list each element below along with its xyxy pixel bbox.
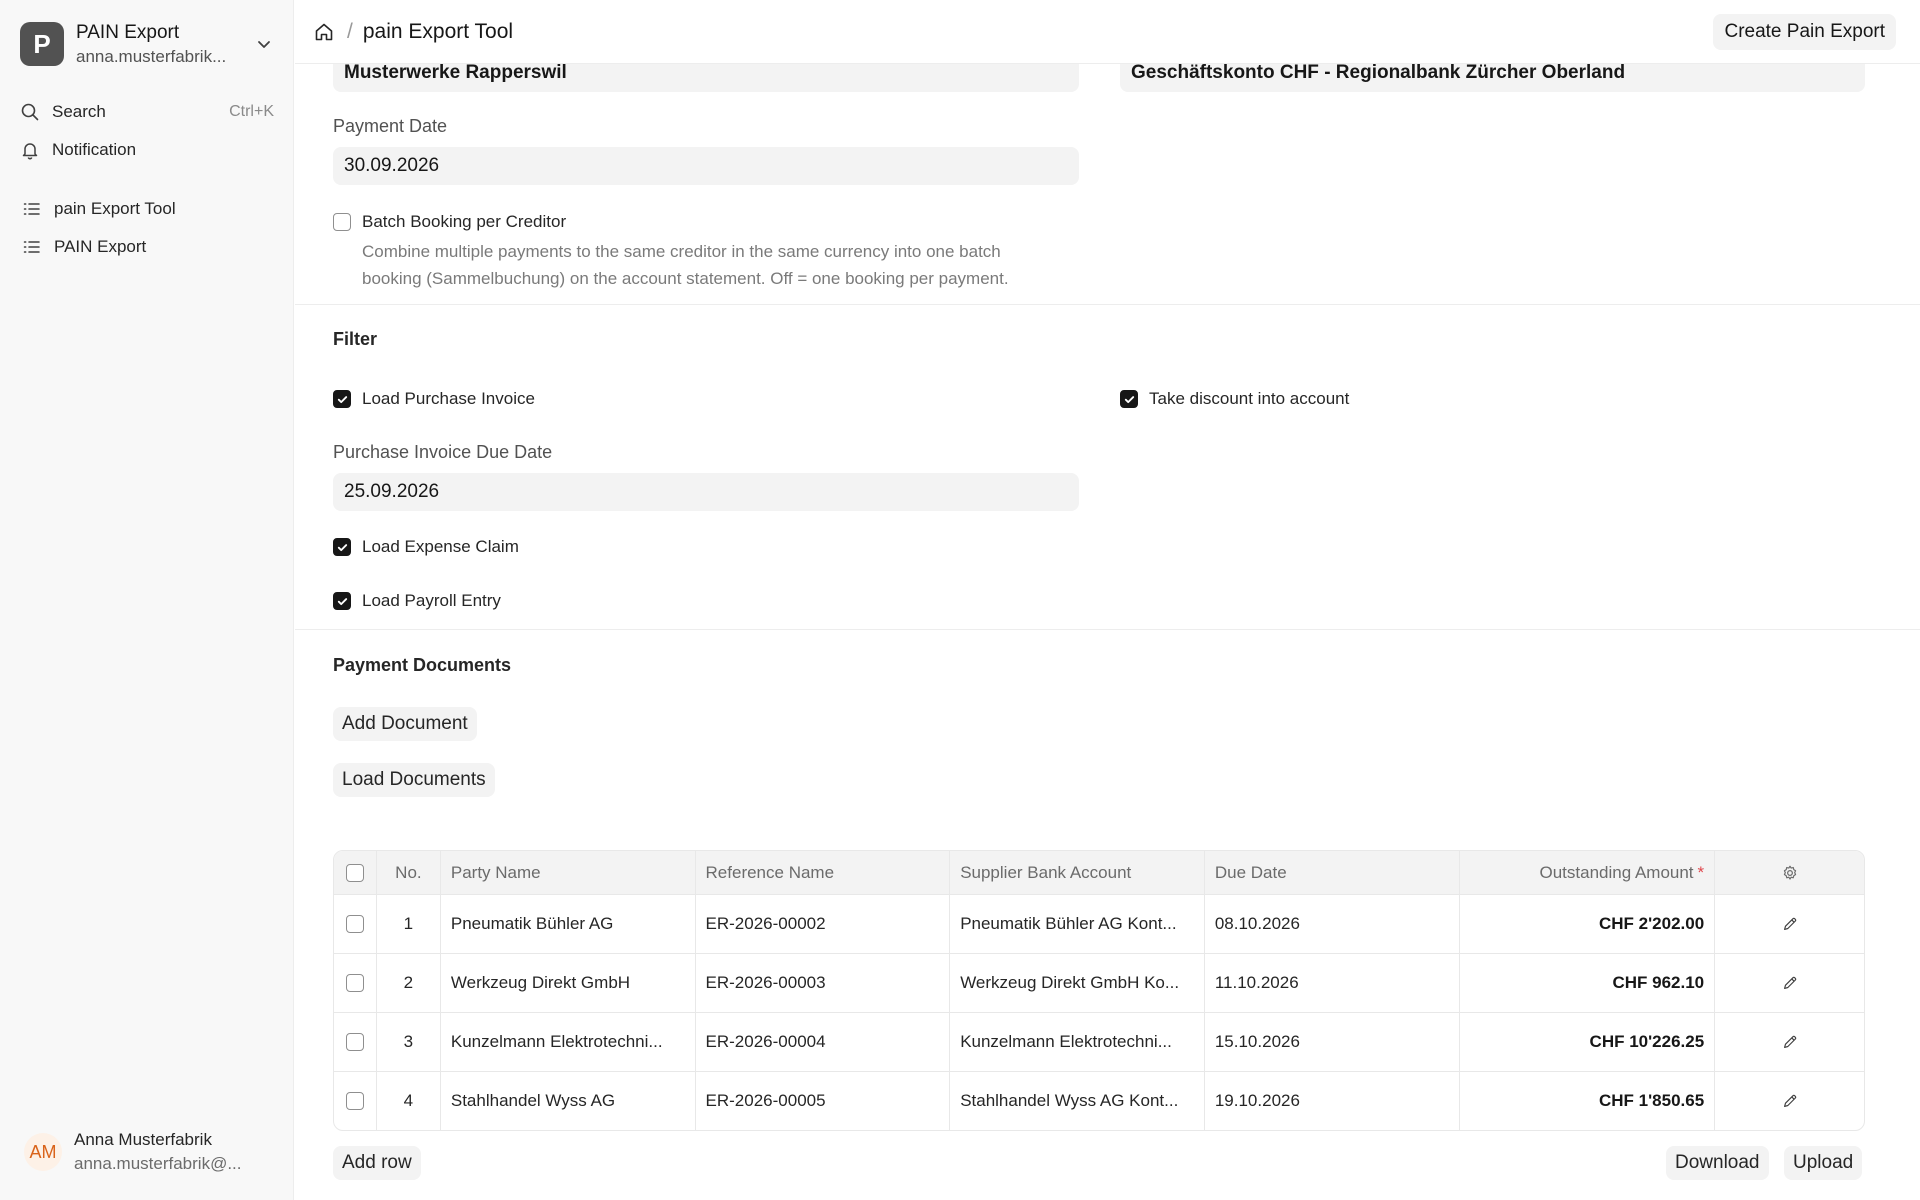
load-purchase-invoice-row[interactable] [333,389,535,409]
bank-cell[interactable]: Pneumatik Bühler AG Kont... [949,895,1204,953]
table-row[interactable] [334,1071,1864,1130]
load-purchase-invoice-checkbox[interactable] [333,390,351,408]
reference-cell[interactable]: ER-2026-00002 [695,895,950,953]
row-number: 1 [376,895,440,953]
sidebar [0,0,294,1200]
pencil-icon[interactable] [1781,1092,1799,1110]
filter-section-title: Filter [333,329,378,349]
sidebar-item-label: pain Export Tool [54,199,176,218]
party-cell[interactable]: Pneumatik Bühler AG [440,895,695,953]
column-header-reference: Reference Name [695,851,950,894]
check-icon [1123,393,1136,406]
pi-due-date-field[interactable]: 25.09.2026 [333,473,1079,511]
due-date-cell[interactable]: 08.10.2026 [1204,895,1459,953]
reference-cell[interactable]: ER-2026-00005 [695,1072,950,1130]
party-cell[interactable]: Kunzelmann Elektrotechni... [440,1013,695,1071]
table-row[interactable] [334,1012,1864,1071]
amount-cell[interactable] [1459,1013,1715,1071]
search-icon [20,102,40,122]
payment-date-field[interactable]: 30.09.2026 [333,147,1079,185]
user-menu[interactable] [24,1124,274,1180]
user-name: Anna Musterfabrik [74,1130,212,1149]
load-payroll-entry-row[interactable] [333,591,501,611]
row-number: 3 [376,1013,440,1071]
table-row[interactable] [334,953,1864,1012]
pencil-icon[interactable] [1781,1033,1799,1051]
due-date-cell[interactable]: 11.10.2026 [1204,954,1459,1012]
batch-booking-checkbox-row[interactable] [333,212,566,232]
load-purchase-invoice-label: Load Purchase Invoice [362,389,535,408]
amount-value: CHF 962.10 [1612,973,1705,992]
load-expense-claim-checkbox[interactable] [333,538,351,556]
list-icon [22,237,42,257]
section-divider [295,629,1920,630]
upload-button[interactable]: Upload [1784,1146,1862,1180]
select-all-checkbox[interactable] [346,864,364,882]
workspace-logo: P [20,22,64,66]
bank-cell[interactable]: Kunzelmann Elektrotechni... [949,1013,1204,1071]
pencil-icon[interactable] [1781,974,1799,992]
user-email: anna.musterfabrik@... [74,1154,242,1173]
take-discount-label: Take discount into account [1149,389,1350,408]
add-document-button[interactable]: Add Document [333,707,477,741]
amount-cell[interactable] [1459,895,1715,953]
amount-value: CHF 10'226.25 [1589,1032,1705,1051]
amount-value: CHF 2'202.00 [1599,914,1705,933]
bank-account-field[interactable]: Geschäftskonto CHF - Regionalbank Zürcher Oberland [1120,64,1865,92]
sidebar-item-pain-export[interactable] [22,231,276,263]
load-expense-claim-row[interactable] [333,537,519,557]
column-header-amount [1459,851,1715,894]
batch-booking-checkbox[interactable] [333,213,351,231]
row-number: 4 [376,1072,440,1130]
reference-cell[interactable]: ER-2026-00004 [695,1013,950,1071]
column-header-bank: Supplier Bank Account [949,851,1204,894]
pencil-icon[interactable] [1781,915,1799,933]
batch-booking-description [362,238,1009,292]
breadcrumb [313,20,513,44]
workspace-subtitle: anna.musterfabrik... [76,46,227,66]
batch-booking-label: Batch Booking per Creditor [362,212,567,231]
row-edit-cell [1714,895,1864,953]
take-discount-checkbox[interactable] [1120,390,1138,408]
sidebar-item-label: PAIN Export [54,237,147,256]
row-edit-cell [1714,1013,1864,1071]
pi-due-date-label: Purchase Invoice Due Date [333,442,553,462]
reference-cell[interactable]: ER-2026-00003 [695,954,950,1012]
row-select-cell [334,954,376,1012]
row-checkbox[interactable] [346,915,364,933]
take-discount-row[interactable] [1120,389,1349,409]
required-mark: * [1697,862,1705,882]
load-documents-button[interactable]: Load Documents [333,763,495,797]
chevron-down-icon [254,34,274,54]
sidebar-item-pain-export-tool[interactable] [22,193,276,225]
workspace-switcher[interactable] [20,20,274,68]
workspace-title: PAIN Export [76,21,180,43]
gear-icon[interactable] [1781,864,1799,882]
row-number: 2 [376,954,440,1012]
column-header-party: Party Name [440,851,695,894]
bank-cell[interactable]: Werkzeug Direkt GmbH Ko... [949,954,1204,1012]
due-date-cell[interactable]: 19.10.2026 [1204,1072,1459,1130]
notification-label: Notification [52,140,137,159]
column-header-amount-label: Outstanding Amount [1539,862,1694,882]
breadcrumb-current[interactable]: pain Export Tool [362,19,514,43]
load-payroll-entry-label: Load Payroll Entry [362,591,501,610]
select-all-cell [334,851,376,894]
check-icon [336,393,349,406]
search-shortcut: Ctrl+K [229,103,274,120]
search-label: Search [52,102,106,121]
load-payroll-entry-checkbox[interactable] [333,592,351,610]
sidebar-notification[interactable] [20,134,274,166]
page-header [295,0,1920,64]
payment-documents-title: Payment Documents [333,655,512,675]
main-content [295,64,1920,1200]
row-checkbox[interactable] [346,1033,364,1051]
sidebar-search[interactable] [20,96,274,128]
avatar: AM [24,1133,62,1171]
row-select-cell [334,1072,376,1130]
bank-cell[interactable]: Stahlhandel Wyss AG Kont... [949,1072,1204,1130]
create-pain-export-button[interactable]: Create Pain Export [1713,14,1896,50]
party-cell[interactable]: Werkzeug Direkt GmbH [440,954,695,1012]
check-icon [336,595,349,608]
party-cell[interactable]: Stahlhandel Wyss AG [440,1072,695,1130]
list-icon [22,199,42,219]
column-header-no: No. [376,851,440,894]
amount-cell[interactable] [1459,954,1715,1012]
batch-booking-desc-line: booking (Sammelbuchung) on the account statement. Off = one booking per payment. [362,269,1009,288]
row-checkbox[interactable] [346,974,364,992]
row-checkbox[interactable] [346,1092,364,1110]
section-divider [295,304,1920,305]
payment-documents-table [333,850,1865,1131]
bell-icon [20,140,40,160]
add-row-button[interactable]: Add row [333,1146,421,1180]
load-expense-claim-label: Load Expense Claim [362,537,519,556]
row-select-cell [334,1013,376,1071]
amount-value: CHF 1'850.65 [1599,1091,1705,1110]
table-row[interactable] [334,894,1864,953]
column-header-due-date: Due Date [1204,851,1459,894]
download-button[interactable]: Download [1666,1146,1769,1180]
table-header-row [334,851,1864,894]
column-settings-cell [1714,851,1864,894]
row-select-cell [334,895,376,953]
breadcrumb-separator: / [347,19,353,43]
row-edit-cell [1714,1072,1864,1130]
row-edit-cell [1714,954,1864,1012]
payment-date-label: Payment Date [333,116,448,136]
check-icon [336,541,349,554]
amount-cell[interactable] [1459,1072,1715,1130]
company-field[interactable]: Musterwerke Rapperswil [333,64,1079,92]
due-date-cell[interactable]: 15.10.2026 [1204,1013,1459,1071]
home-icon[interactable] [313,21,335,43]
batch-booking-desc-line: Combine multiple payments to the same creditor in the same currency into one batch [362,242,1001,261]
